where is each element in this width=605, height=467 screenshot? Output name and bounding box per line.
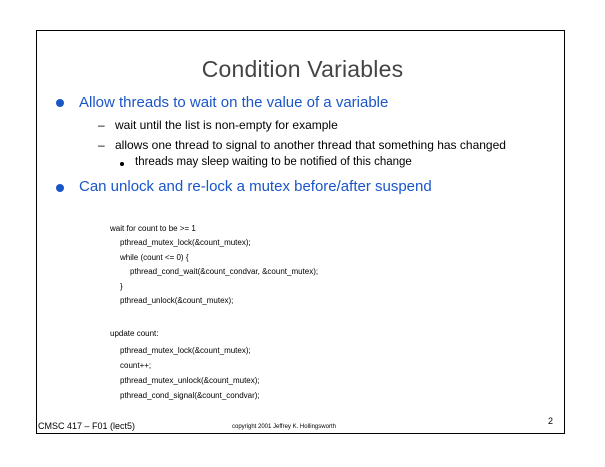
footer-course: CMSC 417 – F01 (lect5) xyxy=(38,421,136,431)
code-line: wait for count to be >= 1 xyxy=(110,224,196,233)
sub-sub-bullet-dot xyxy=(120,162,124,166)
footer-copyright: copyright 2001 Jeffrey K. Hollingsworth xyxy=(232,424,336,430)
code-line: pthread_cond_wait(&count_condvar, &count_mutex); xyxy=(130,267,319,276)
code-line: update count: xyxy=(110,329,159,338)
code-line: count++; xyxy=(120,361,152,370)
code-line: pthread_mutex_lock(&count_mutex); xyxy=(120,346,251,355)
code-line: pthread_mutex_unlock(&count_mutex); xyxy=(120,376,260,385)
code-line: pthread_unlock(&count_mutex); xyxy=(120,296,234,305)
bullet-dot xyxy=(56,99,64,107)
code-line: pthread_cond_signal(&count_condvar); xyxy=(120,391,260,400)
bullet-2: Can unlock and re-lock a mutex before/after suspend xyxy=(79,178,432,195)
slide-title: Condition Variables xyxy=(201,56,404,82)
sub-bullet-2: allows one thread to signal to another thread that something has changed xyxy=(115,138,506,152)
sub-sub-bullet-1: threads may sleep waiting to be notified of this change xyxy=(135,156,412,168)
sub-bullet-1: wait until the list is non-empty for example xyxy=(115,118,338,132)
dash-marker: – xyxy=(98,138,105,152)
code-line: } xyxy=(120,282,123,291)
code-line: while (count <= 0) { xyxy=(120,253,189,262)
bullet-1: Allow threads to wait on the value of a variable xyxy=(79,94,389,111)
page-number: 2 xyxy=(548,416,554,426)
code-line: pthread_mutex_lock(&count_mutex); xyxy=(120,238,251,247)
dash-marker: – xyxy=(98,118,105,132)
bullet-dot xyxy=(56,184,64,192)
